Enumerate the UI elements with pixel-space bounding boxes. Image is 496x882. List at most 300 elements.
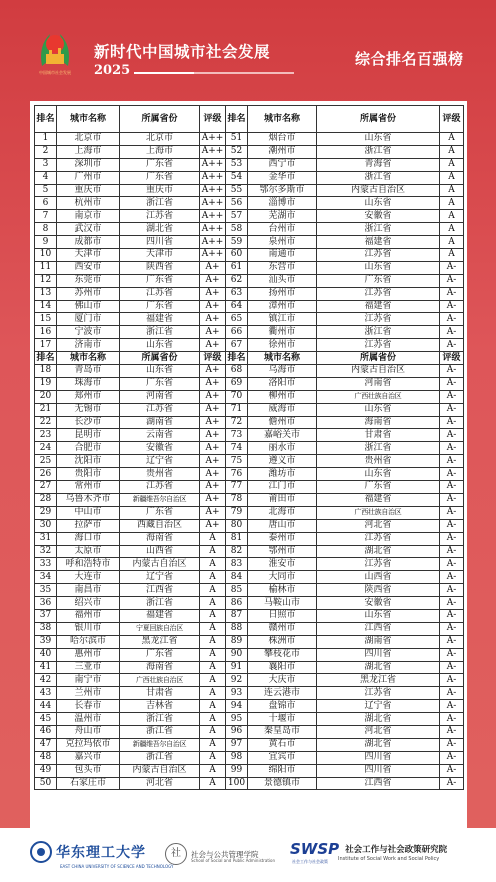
- cell-province: 湖北省: [317, 713, 440, 726]
- cell-grade: A-: [440, 584, 464, 597]
- cell-city: 南宁市: [57, 674, 120, 687]
- cell-city: 西安市: [57, 261, 120, 274]
- page-subtitle: 综合排名百强榜: [355, 50, 464, 68]
- cell-city: 景德镇市: [248, 777, 317, 790]
- cell-province: 内蒙古自治区: [317, 365, 440, 378]
- cell-city: 海口市: [57, 532, 120, 545]
- table-row: [35, 648, 464, 661]
- cell-city: 郑州市: [57, 390, 120, 403]
- table-row: [35, 133, 464, 146]
- cell-grade: A-: [440, 365, 464, 378]
- cell-city: 马鞍山市: [248, 597, 317, 610]
- cell-grade: A: [440, 223, 464, 236]
- cell-rank: 56: [226, 197, 248, 210]
- cell-grade: 评级: [440, 352, 464, 365]
- cell-rank: 16: [35, 326, 57, 339]
- cell-city: 潮州市: [248, 145, 317, 158]
- cell-rank: 86: [226, 597, 248, 610]
- table-row: [35, 493, 464, 506]
- table-row: [35, 210, 464, 223]
- cell-grade: A-: [440, 442, 464, 455]
- cell-grade: 评级: [200, 352, 226, 365]
- cell-grade: A-: [440, 713, 464, 726]
- cell-city: 宁波市: [57, 326, 120, 339]
- cell-province: 福建省: [317, 493, 440, 506]
- table-row: [35, 700, 464, 713]
- table-row: [35, 738, 464, 751]
- cell-province: 江苏省: [120, 481, 200, 494]
- cell-city: 西宁市: [248, 158, 317, 171]
- table-row: [35, 274, 464, 287]
- org3-sub: Institute of Social Work and Social Policy: [338, 856, 440, 862]
- cell-province: 广西壮族自治区: [120, 674, 200, 687]
- header-rank: 排名: [226, 106, 248, 133]
- cell-grade: A: [440, 171, 464, 184]
- cell-province: 湖南省: [120, 416, 200, 429]
- cell-rank: 排名: [36, 352, 55, 363]
- cell-city: 惠州市: [57, 648, 120, 661]
- cell-province: 河南省: [120, 390, 200, 403]
- logo-icon: [34, 26, 76, 72]
- cell-city: 城市名称: [248, 352, 317, 365]
- cell-province: 吉林省: [120, 700, 200, 713]
- cell-rank: 70: [226, 390, 248, 403]
- table-row: [35, 365, 464, 378]
- cell-grade: A-: [440, 416, 464, 429]
- cell-city: 无锡市: [57, 403, 120, 416]
- cell-grade: A-: [440, 687, 464, 700]
- cell-province: 安徽省: [317, 210, 440, 223]
- cell-province: 湖北省: [317, 545, 440, 558]
- year: 2025: [94, 63, 131, 78]
- cell-city: 济南市: [57, 339, 120, 352]
- cell-province: 山东省: [317, 468, 440, 481]
- cell-grade: A: [200, 609, 226, 622]
- cell-province: 西藏自治区: [120, 519, 200, 532]
- cell-rank: 69: [226, 377, 248, 390]
- cell-city: 天津市: [57, 249, 120, 262]
- cell-rank: 4: [35, 171, 57, 184]
- cell-rank: 65: [226, 313, 248, 326]
- cell-city: 绵阳市: [248, 764, 317, 777]
- table-row: [35, 223, 464, 236]
- cell-city: 常州市: [57, 481, 120, 494]
- cell-grade: A+: [200, 390, 226, 403]
- cell-city: 烟台市: [248, 133, 317, 146]
- header-rank: 排名: [35, 106, 57, 133]
- cell-grade: A-: [440, 635, 464, 648]
- cell-rank: 20: [35, 390, 57, 403]
- cell-grade: A: [200, 635, 226, 648]
- cell-province: 山东省: [317, 261, 440, 274]
- table-row: [35, 558, 464, 571]
- cell-grade: A-: [440, 777, 464, 790]
- cell-rank: 80: [226, 519, 248, 532]
- cell-grade: A-: [440, 661, 464, 674]
- cell-rank: 29: [35, 506, 57, 519]
- cell-province: 海南省: [120, 532, 200, 545]
- cell-province: 湖南省: [317, 635, 440, 648]
- cell-rank: 32: [35, 545, 57, 558]
- cell-province: 贵州省: [120, 468, 200, 481]
- cell-grade: A+: [200, 519, 226, 532]
- cell-grade: A: [200, 648, 226, 661]
- cell-city: 十堰市: [248, 713, 317, 726]
- cell-city: 厦门市: [57, 313, 120, 326]
- table-row: [35, 416, 464, 429]
- cell-grade: A-: [440, 609, 464, 622]
- cell-grade: A: [200, 622, 226, 635]
- cell-rank: 1: [35, 133, 57, 146]
- cell-province: 安徽省: [120, 442, 200, 455]
- cell-city: 包头市: [57, 764, 120, 777]
- cell-grade: A++: [200, 158, 226, 171]
- cell-city: 大同市: [248, 571, 317, 584]
- cell-city: 南通市: [248, 249, 317, 262]
- cell-rank: 52: [226, 145, 248, 158]
- cell-city: 鄂尔多斯市: [248, 184, 317, 197]
- cell-rank: 77: [226, 481, 248, 494]
- cell-province: 重庆市: [120, 184, 200, 197]
- cell-province: 湖北省: [317, 738, 440, 751]
- cell-province: 浙江省: [317, 442, 440, 455]
- cell-rank: 12: [35, 274, 57, 287]
- cell-grade: A-: [440, 700, 464, 713]
- cell-rank: 25: [35, 455, 57, 468]
- cell-rank: 46: [35, 725, 57, 738]
- cell-province: 浙江省: [120, 725, 200, 738]
- cell-province: 广东省: [120, 506, 200, 519]
- table-row: [35, 597, 464, 610]
- cell-city: 珠海市: [57, 377, 120, 390]
- cell-province: 江苏省: [317, 558, 440, 571]
- cell-grade: A-: [440, 326, 464, 339]
- cell-grade: A+: [200, 261, 226, 274]
- cell-grade: A+: [200, 300, 226, 313]
- cell-rank: 排名: [227, 352, 246, 363]
- table-row: [35, 519, 464, 532]
- cell-city: 嘉峪关市: [248, 429, 317, 442]
- cell-rank: 83: [226, 558, 248, 571]
- cell-province: 广东省: [120, 171, 200, 184]
- cell-province: 辽宁省: [120, 571, 200, 584]
- cell-city: 连云港市: [248, 687, 317, 700]
- cell-city: 成都市: [57, 236, 120, 249]
- cell-city: 汕头市: [248, 274, 317, 287]
- cell-province: 江西省: [317, 622, 440, 635]
- cell-province: 河南省: [317, 377, 440, 390]
- cell-city: 南京市: [57, 210, 120, 223]
- cell-province: 陕西省: [317, 584, 440, 597]
- cell-rank: 43: [35, 687, 57, 700]
- cell-rank: 68: [226, 365, 248, 378]
- cell-grade: A: [200, 751, 226, 764]
- cell-city: 广州市: [57, 171, 120, 184]
- cell-province: 浙江省: [317, 326, 440, 339]
- cell-province: 所属省份: [120, 352, 200, 365]
- cell-grade: A+: [200, 377, 226, 390]
- cell-city: 大庆市: [248, 674, 317, 687]
- cell-province: 天津市: [120, 249, 200, 262]
- cell-grade: A-: [440, 558, 464, 571]
- cell-province: 福建省: [317, 236, 440, 249]
- cell-province: 内蒙古自治区: [120, 558, 200, 571]
- cell-rank: 34: [35, 571, 57, 584]
- cell-grade: A++: [200, 184, 226, 197]
- cell-rank: 76: [226, 468, 248, 481]
- cell-city: 赣州市: [248, 622, 317, 635]
- cell-province: 江苏省: [317, 687, 440, 700]
- cell-city: 淄博市: [248, 197, 317, 210]
- cell-province: 广东省: [120, 648, 200, 661]
- header: [0, 0, 496, 100]
- cell-grade: A+: [200, 468, 226, 481]
- table-row: [35, 609, 464, 622]
- cell-province: 江苏省: [317, 532, 440, 545]
- cell-city: 舟山市: [57, 725, 120, 738]
- table-row: [35, 429, 464, 442]
- cell-city: 攀枝花市: [248, 648, 317, 661]
- logo-text: 中国城市社会发展: [39, 70, 71, 75]
- cell-grade: A-: [440, 506, 464, 519]
- cell-rank: 51: [226, 133, 248, 146]
- cell-grade: A+: [200, 429, 226, 442]
- cell-city: 日照市: [248, 609, 317, 622]
- cell-grade: A+: [200, 481, 226, 494]
- table-row: [35, 158, 464, 171]
- cell-rank: 75: [226, 455, 248, 468]
- cell-province: 河北省: [317, 725, 440, 738]
- cell-grade: A+: [200, 287, 226, 300]
- cell-city: 柳州市: [248, 390, 317, 403]
- cell-city: 东莞市: [57, 274, 120, 287]
- table-subheader: [35, 352, 464, 365]
- cell-grade: A+: [200, 403, 226, 416]
- cell-rank: 95: [226, 713, 248, 726]
- cell-rank: 78: [226, 493, 248, 506]
- cell-city: 芜湖市: [248, 210, 317, 223]
- header-province: 所属省份: [317, 106, 440, 133]
- cell-grade: A-: [440, 571, 464, 584]
- cell-city: 徐州市: [248, 339, 317, 352]
- table-row: [35, 287, 464, 300]
- cell-grade: A++: [200, 223, 226, 236]
- cell-rank: 49: [35, 764, 57, 777]
- table-row: [35, 326, 464, 339]
- cell-province: 青海省: [317, 158, 440, 171]
- cell-grade: A-: [440, 493, 464, 506]
- cell-grade: A-: [440, 725, 464, 738]
- cell-rank: 58: [226, 223, 248, 236]
- cell-province: 江苏省: [317, 313, 440, 326]
- cell-grade: A+: [200, 493, 226, 506]
- cell-city: 武汉市: [57, 223, 120, 236]
- cell-province: 山西省: [120, 545, 200, 558]
- table-row: [35, 442, 464, 455]
- cell-rank: 7: [35, 210, 57, 223]
- cell-city: 宜宾市: [248, 751, 317, 764]
- cell-province: 江西省: [317, 777, 440, 790]
- cell-province: 广西壮族自治区: [317, 390, 440, 403]
- cell-rank: 45: [35, 713, 57, 726]
- cell-grade: A-: [440, 261, 464, 274]
- cell-rank: 93: [226, 687, 248, 700]
- cell-province: 河北省: [120, 777, 200, 790]
- cell-grade: A-: [440, 390, 464, 403]
- cell-city: 杭州市: [57, 197, 120, 210]
- school-logo-icon: 社: [165, 843, 187, 865]
- cell-grade: A-: [440, 455, 464, 468]
- cell-grade: A-: [440, 468, 464, 481]
- cell-city: 榆林市: [248, 584, 317, 597]
- table-row: [35, 635, 464, 648]
- cell-grade: A-: [440, 377, 464, 390]
- cell-city: 扬州市: [248, 287, 317, 300]
- cell-grade: A: [200, 558, 226, 571]
- cell-city: 兰州市: [57, 687, 120, 700]
- cell-grade: A++: [200, 236, 226, 249]
- cell-grade: A: [200, 571, 226, 584]
- cell-province: 宁夏回族自治区: [120, 622, 200, 635]
- cell-grade: A: [440, 133, 464, 146]
- cell-rank: 85: [226, 584, 248, 597]
- cell-city: 银川市: [57, 622, 120, 635]
- cell-city: 金华市: [248, 171, 317, 184]
- cell-province: 四川省: [317, 751, 440, 764]
- cell-city: 秦皇岛市: [248, 725, 317, 738]
- cell-grade: A-: [440, 313, 464, 326]
- cell-province: 浙江省: [317, 145, 440, 158]
- cell-grade: A-: [440, 532, 464, 545]
- cell-grade: A++: [200, 145, 226, 158]
- cell-city: 重庆市: [57, 184, 120, 197]
- cell-rank: 30: [35, 519, 57, 532]
- cell-province: 浙江省: [317, 171, 440, 184]
- cell-city: 乌海市: [248, 365, 317, 378]
- cell-province: 江苏省: [120, 210, 200, 223]
- cell-province: 江苏省: [120, 287, 200, 300]
- cell-grade: A: [200, 584, 226, 597]
- table-row: [35, 390, 464, 403]
- cell-province: 海南省: [120, 661, 200, 674]
- cell-province: 江苏省: [317, 287, 440, 300]
- cell-province: 江苏省: [317, 249, 440, 262]
- cell-province: 山西省: [317, 571, 440, 584]
- table-row: [35, 300, 464, 313]
- cell-rank: 87: [226, 609, 248, 622]
- cell-city: 克拉玛依市: [57, 738, 120, 751]
- cell-rank: 59: [226, 236, 248, 249]
- cell-city: 太原市: [57, 545, 120, 558]
- cell-rank: 5: [35, 184, 57, 197]
- cell-grade: A: [440, 145, 464, 158]
- cell-grade: A: [200, 687, 226, 700]
- table-row: [35, 455, 464, 468]
- cell-rank: 23: [35, 429, 57, 442]
- cell-city: 城市名称: [57, 352, 120, 365]
- header-grade: 评级: [440, 106, 464, 133]
- cell-city: 哈尔滨市: [57, 635, 120, 648]
- cell-rank: 74: [226, 442, 248, 455]
- cell-city: 中山市: [57, 506, 120, 519]
- cell-rank: 15: [35, 313, 57, 326]
- cell-grade: A+: [200, 274, 226, 287]
- cell-grade: A-: [440, 339, 464, 352]
- cell-grade: A: [440, 210, 464, 223]
- cell-city: 嘉兴市: [57, 751, 120, 764]
- cell-city: 黄石市: [248, 738, 317, 751]
- cell-grade: A-: [440, 403, 464, 416]
- cell-province: 甘肃省: [317, 429, 440, 442]
- cell-city: 昆明市: [57, 429, 120, 442]
- cell-rank: 61: [226, 261, 248, 274]
- cell-province: 江苏省: [120, 403, 200, 416]
- org2-name: 社会与公共管理学院: [191, 849, 259, 859]
- cell-city: 福州市: [57, 609, 120, 622]
- cell-province: 广东省: [120, 274, 200, 287]
- cell-province: 陕西省: [120, 261, 200, 274]
- cell-province: 湖北省: [120, 223, 200, 236]
- cell-city: 绍兴市: [57, 597, 120, 610]
- header-grade: 评级: [200, 106, 226, 133]
- cell-rank: 96: [226, 725, 248, 738]
- cell-province: 新疆维吾尔自治区: [120, 738, 200, 751]
- cell-city: 洛阳市: [248, 377, 317, 390]
- cell-rank: 10: [35, 249, 57, 262]
- cell-grade: A-: [440, 674, 464, 687]
- table-header: [35, 106, 464, 133]
- cell-rank: 91: [226, 661, 248, 674]
- cell-rank: 40: [35, 648, 57, 661]
- cell-city: 唐山市: [248, 519, 317, 532]
- cell-rank: 89: [226, 635, 248, 648]
- cell-rank: 13: [35, 287, 57, 300]
- cell-city: 潍坊市: [248, 468, 317, 481]
- org3-name: 社会工作与社会政策研究院: [345, 845, 448, 855]
- cell-rank: 26: [35, 468, 57, 481]
- cell-rank: 27: [35, 481, 57, 494]
- cell-rank: 47: [35, 738, 57, 751]
- cell-city: 襄阳市: [248, 661, 317, 674]
- org1-sub: EAST CHINA UNIVERSITY OF SCIENCE AND TECHNOLOGY: [60, 864, 174, 869]
- cell-rank: 36: [35, 597, 57, 610]
- cell-city: 江门市: [248, 481, 317, 494]
- table-row: [35, 764, 464, 777]
- table-row: [35, 313, 464, 326]
- cell-grade: A+: [200, 416, 226, 429]
- cell-province: 广西壮族自治区: [317, 506, 440, 519]
- cell-province: 安徽省: [317, 597, 440, 610]
- cell-grade: A: [200, 713, 226, 726]
- cell-grade: A: [200, 725, 226, 738]
- cell-rank: 99: [226, 764, 248, 777]
- cell-rank: 57: [226, 210, 248, 223]
- cell-rank: 2: [35, 145, 57, 158]
- cell-grade: A: [440, 197, 464, 210]
- table-row: [35, 584, 464, 597]
- cell-rank: 67: [226, 339, 248, 352]
- cell-rank: 3: [35, 158, 57, 171]
- cell-province: 四川省: [317, 648, 440, 661]
- cell-rank: 97: [226, 738, 248, 751]
- cell-province: 内蒙古自治区: [317, 184, 440, 197]
- cell-province: 山东省: [317, 133, 440, 146]
- table-row: [35, 339, 464, 352]
- cell-grade: A: [200, 545, 226, 558]
- table-row: [35, 481, 464, 494]
- cell-province: 浙江省: [120, 326, 200, 339]
- cell-province: 浙江省: [120, 597, 200, 610]
